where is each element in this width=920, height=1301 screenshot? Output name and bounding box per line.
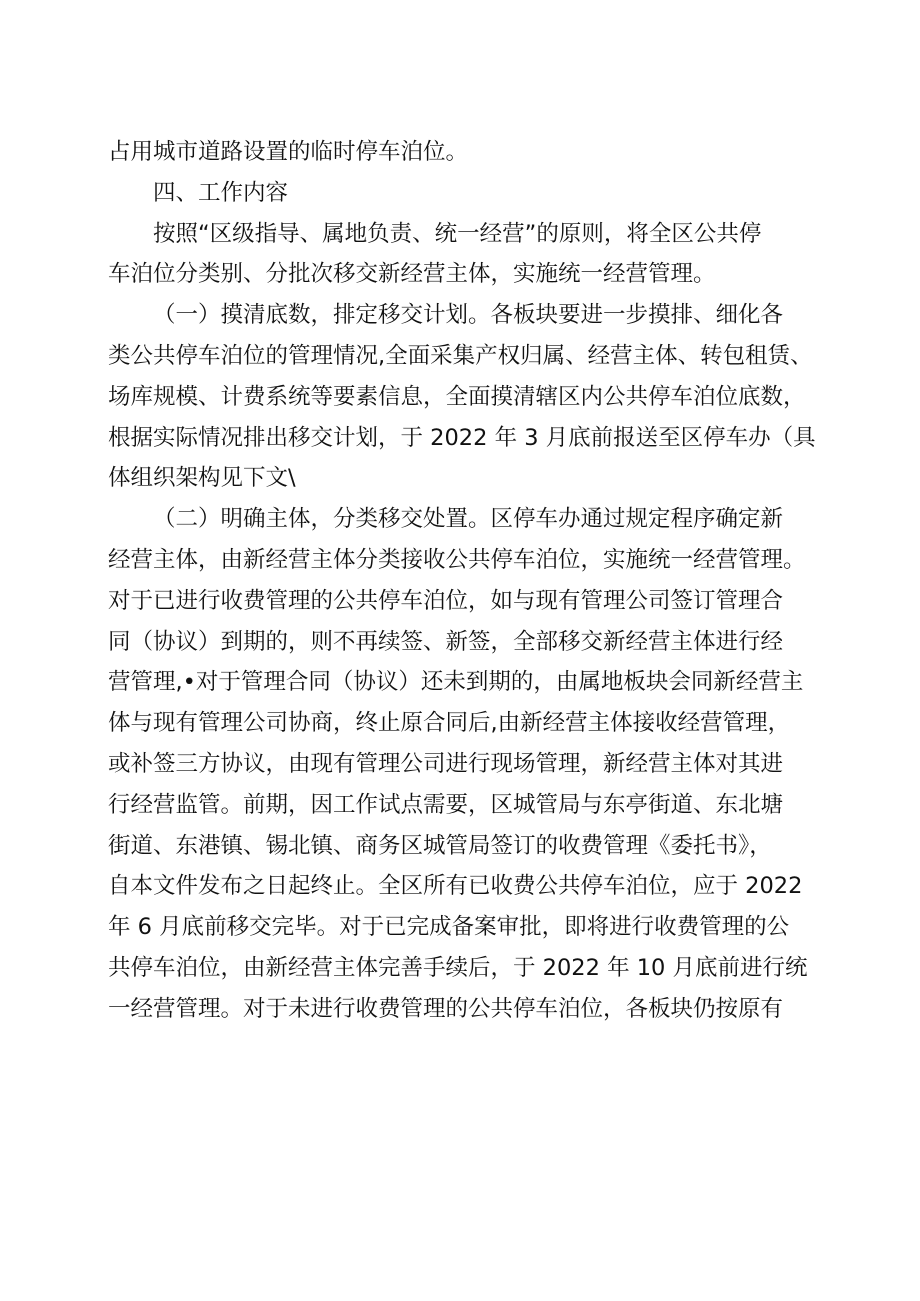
body-line-17: 行经营监管。前期，因工作试点需要，区城管局与东亭街道、东北塘 [108,791,784,818]
body-line-3: 按照“区级指导、属地负责、统一经营”的原则，将全区公共停 [153,220,762,247]
body-line-18: 街道、东港镇、锡北镇、商务区城管局签订的收费管理《委托书》， [108,832,772,859]
body-line-15: 体与现有管理公司协商，终止原合同后,由新经营主体接收经营管理， [108,710,791,737]
body-line-14: 营管理,•对于管理合同（协议）还未到期的，由属地板块会同新经营主 [108,669,804,696]
body-line-11: 经营主体，由新经营主体分类接收公共停车泊位，实施统一经营管理。 [108,546,806,573]
body-line-6: 类公共停车泊位的管理情况,全面采集产权归属、经营主体、转包租赁、 [108,342,813,369]
body-line-12: 对于已进行收费管理的公共停车泊位，如与现有管理公司签订管理合 [108,587,784,614]
body-line-16: 或补签三方协议，由现有管理公司进行现场管理，新经营主体对其进 [108,750,784,777]
body-line-20: 年 6 月底前移交完毕。对于已完成备案审批，即将进行收费管理的公 [108,914,790,941]
subsection-heading-2: （二）明确主体，分类移交处置。区停车办通过规定程序确定新 [153,506,784,533]
document-body [108,132,828,1030]
body-line-21: 共停车泊位，由新经营主体完善手续后，于 2022 年 10 月底前进行统 [108,954,808,981]
body-line-13: 同（协议）到期的，则不再续签、新签，全部移交新经营主体进行经 [108,628,784,655]
body-line-22: 一经营管理。对于未进行收费管理的公共停车泊位，各板块仍按原有 [108,995,784,1022]
body-line-9: 体组织架构见下文\ [108,465,296,492]
subsection-heading-1: （一）摸清底数，排定移交计划。各板块要进一步摸排、细化各 [153,302,784,329]
section-heading-work-content: 四、工作内容 [153,179,289,206]
body-line-7: 场库规模、计费系统等要素信息，全面摸清辖区内公共停车泊位底数， [108,383,806,410]
body-line-1: 占用城市道路设置的临时停车泊位。 [108,139,469,165]
body-line-4: 车泊位分类别、分批次移交新经营主体，实施统一经营管理。 [108,261,716,288]
body-line-8: 根据实际情况排出移交计划，于 2022 年 3 月底前报送至区停车办（具 [108,424,816,451]
body-line-19: 自本文件发布之日起终止。全区所有已收费公共停车泊位，应于 2022 [108,873,803,900]
